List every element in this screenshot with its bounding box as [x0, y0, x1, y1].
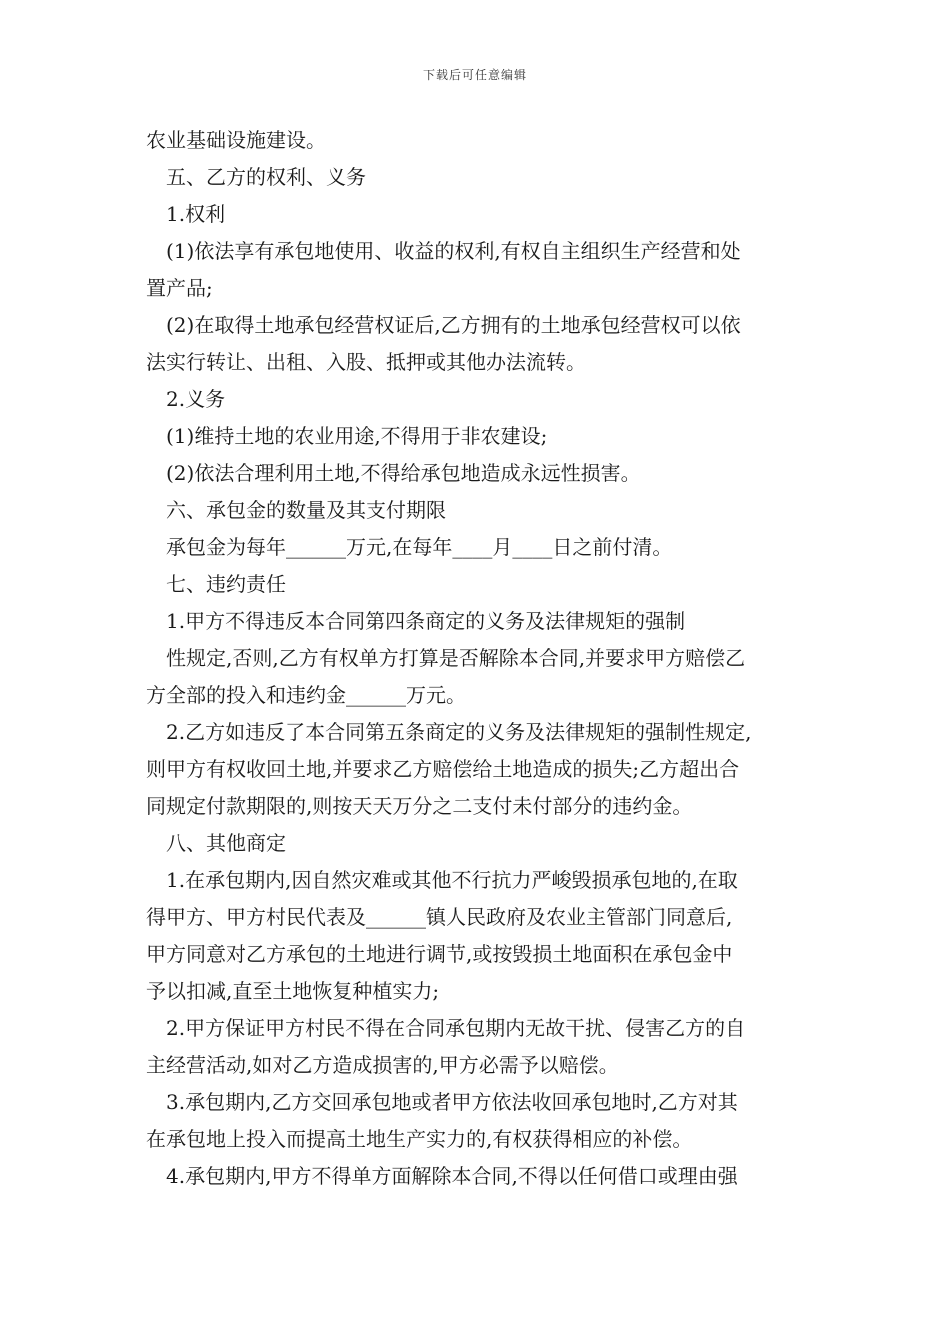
- document-line: (1)维持土地的农业用途,不得用于非农建设;: [166, 424, 548, 448]
- document-line: 在承包地上投入而提高土地生产实力的,有权获得相应的补偿。: [146, 1127, 693, 1151]
- document-line: (1)依法享有承包地使用、收益的权利,有权自主组织生产经营和处: [166, 239, 741, 263]
- document-line: 承包金为每年______万元,在每年____月____日之前付清。: [166, 535, 673, 559]
- document-line: 3.承包期内,乙方交回承包地或者甲方依法收回承包地时,乙方对其: [166, 1090, 738, 1114]
- document-line: 2.乙方如违反了本合同第五条商定的义务及法律规矩的强制性规定,: [166, 720, 752, 744]
- document-line: (2)在取得土地承包经营权证后,乙方拥有的土地承包经营权可以依: [166, 313, 741, 337]
- document-line: 同规定付款期限的,则按天天万分之二支付未付部分的违约金。: [146, 794, 693, 818]
- document-line: (2)依法合理利用土地,不得给承包地造成永远性损害。: [166, 461, 641, 485]
- document-line: 七、违约责任: [166, 572, 286, 596]
- document-line: 1.在承包期内,因自然灾难或其他不行抗力严峻毁损承包地的,在取: [166, 868, 738, 892]
- document-line: 得甲方、甲方村民代表及______镇人民政府及农业主管部门同意后,: [146, 905, 733, 929]
- document-line: 则甲方有权收回土地,并要求乙方赔偿给土地造成的损失;乙方超出合: [146, 757, 740, 781]
- document-line: 甲方同意对乙方承包的土地进行调节,或按毁损土地面积在承包金中: [146, 942, 733, 966]
- page-header: 下载后可任意编辑: [422, 68, 527, 82]
- document-line: 1.甲方不得违反本合同第四条商定的义务及法律规矩的强制: [166, 609, 686, 633]
- document-line: 置产品;: [146, 276, 213, 300]
- document-line: 予以扣减,直至土地恢复种植实力;: [146, 979, 440, 1003]
- document-line: 4.承包期内,甲方不得单方面解除本合同,不得以任何借口或理由强: [166, 1164, 738, 1188]
- document-line: 法实行转让、出租、入股、抵押或其他办法流转。: [146, 350, 586, 374]
- document-line: 主经营活动,如对乙方造成损害的,甲方必需予以赔偿。: [146, 1053, 619, 1077]
- document-body: [146, 122, 816, 1195]
- document-line: 2.甲方保证甲方村民不得在合同承包期内无故干扰、侵害乙方的自: [166, 1016, 746, 1040]
- document-line: 2.义务: [166, 387, 226, 411]
- document-line: 方全部的投入和违约金______万元。: [146, 683, 466, 707]
- document-line: 五、乙方的权利、义务: [166, 165, 366, 189]
- document-line: 1.权利: [166, 202, 226, 226]
- document-line: 性规定,否则,乙方有权单方打算是否解除本合同,并要求甲方赔偿乙: [166, 646, 746, 670]
- document-line: 六、承包金的数量及其支付期限: [166, 498, 446, 522]
- document-line: 农业基础设施建设。: [146, 128, 326, 152]
- document-line: 八、其他商定: [166, 831, 286, 855]
